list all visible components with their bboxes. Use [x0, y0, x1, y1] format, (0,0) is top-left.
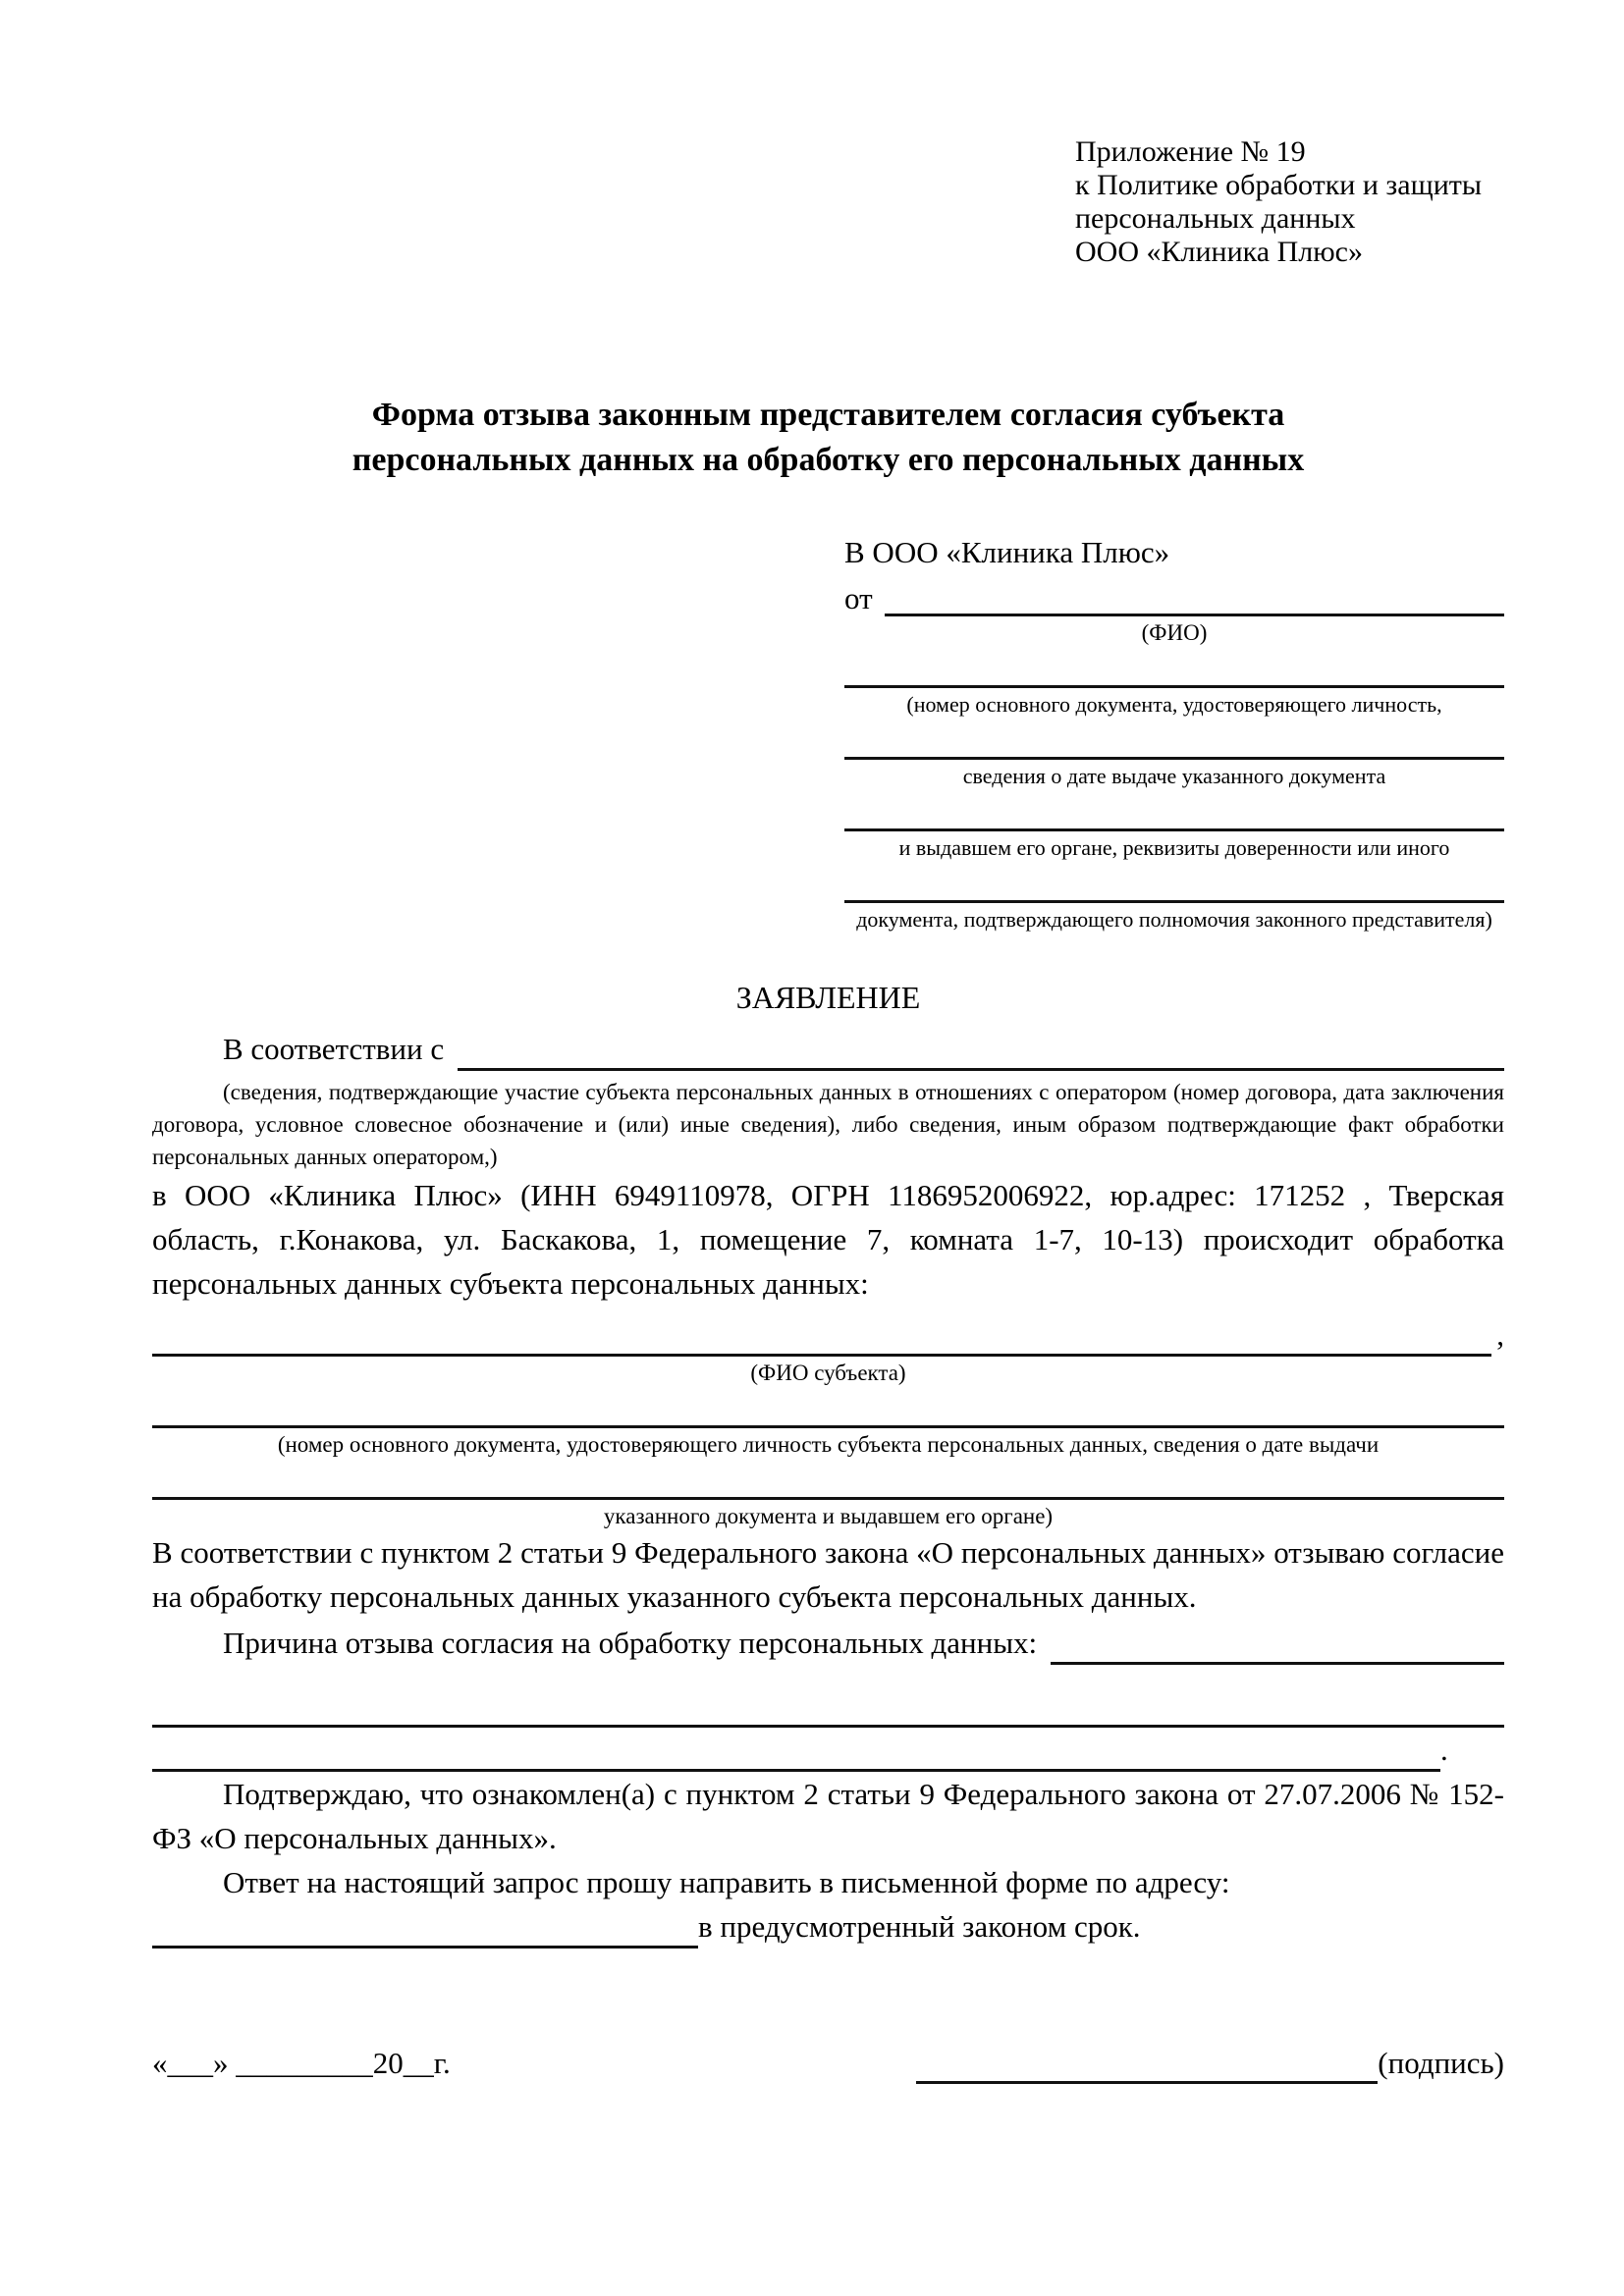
- doc-blank-line: [844, 719, 1504, 760]
- date-field: «___» _________20__г.: [152, 2046, 451, 2080]
- from-blank-line: [885, 614, 1504, 616]
- appendix-block: [1075, 135, 1504, 269]
- doc-caption: документа, подтверждающего полномочия законного представителя): [856, 907, 1492, 932]
- operator-paragraph: в ООО «Клиника Плюс» (ИНН 6949110978, ОГРН 1186952006922, юр.адрес: 171252 , Тверская область, г.Конакова, ул. Баскакова, 1, помещение 7, комната 1-7, 10-13) происходит обработка персональных данных субъекта персональных данных:: [152, 1178, 1504, 1301]
- statement-intro-row: [152, 1026, 1504, 1071]
- signature-caption: (подпись): [1378, 2046, 1504, 2080]
- reason-blank-line-2: [152, 1665, 1504, 1728]
- addressee-block: [844, 532, 1504, 934]
- subject-doc-caption: указанного документа и выдавшем его органе): [603, 1504, 1054, 1528]
- subject-doc-blank-line: [152, 1459, 1504, 1500]
- doc-blank-line: [844, 790, 1504, 831]
- doc-caption: сведения о дате выдаче указанного документа: [962, 764, 1386, 788]
- reason-row: [152, 1619, 1504, 1665]
- appendix-line: к Политике обработки и защиты: [1075, 169, 1483, 201]
- intro-footnote: (сведения, подтверждающие участие субъекта персональных данных в отношениях с оператором (номер договора, дата заключения договора, условное словесное обозначение и (или) иные сведения), либо сведения, иным образом подтверждающие факт обработки персональных данных оператором,): [152, 1080, 1504, 1169]
- reply-address-blank-line: [152, 1946, 698, 1949]
- reply-paragraph: Ответ на настоящий запрос прошу направить в письменной форме по адресу:: [223, 1865, 1230, 1899]
- subject-fio-comma: ,: [1496, 1317, 1504, 1352]
- reason-blank-line: [1051, 1662, 1504, 1665]
- intro-label: В соответствии с: [223, 1032, 445, 1066]
- subject-fio-blank-line: [152, 1354, 1491, 1357]
- signature-row: [152, 2043, 1504, 2084]
- appendix-line: Приложение № 19: [1075, 135, 1306, 168]
- fio-caption: (ФИО): [1141, 620, 1208, 645]
- doc-caption: и выдавшем его органе, реквизиты доверенности или иного: [898, 835, 1450, 860]
- intro-blank-line: [458, 1068, 1504, 1071]
- doc-caption: (номер основного документа, удостоверяющего личность,: [906, 692, 1442, 717]
- withdraw-paragraph: В соответствии с пунктом 2 статьи 9 Федерального закона «О персональных данных» отзываю согласие на обработку персональных данных указанного субъекта персональных данных.: [152, 1535, 1504, 1614]
- subject-doc-blank-line: [152, 1387, 1504, 1428]
- appendix-line: ООО «Клиника Плюс»: [1075, 236, 1363, 268]
- doc-blank-line: [844, 862, 1504, 903]
- confirm-paragraph: Подтверждаю, что ознакомлен(а) с пунктом 2 статьи 9 Федерального закона от 27.07.2006 № 152-ФЗ «О персональных данных».: [152, 1777, 1504, 1855]
- blank-line-period: .: [1440, 1733, 1448, 1767]
- subject-doc-caption: (номер основного документа, удостоверяющего личность субъекта персональных данных, сведения о дате выдачи: [277, 1432, 1380, 1457]
- reply-suffix: в предусмотренный законом срок.: [698, 1909, 1141, 1944]
- addressee-to: В ООО «Клиника Плюс»: [844, 535, 1170, 569]
- reply-address-row: [152, 1904, 1504, 1949]
- doc-blank-line: [844, 647, 1504, 688]
- reason-label: Причина отзыва согласия на обработку персональных данных:: [223, 1626, 1038, 1660]
- signature-blank-line: [916, 2045, 1378, 2084]
- from-label: от: [844, 581, 873, 615]
- document-title: Форма отзыва законным представителем согласия субъекта персональных данных на обработку его персональных данных: [352, 397, 1305, 478]
- from-field-row: [844, 573, 1504, 616]
- signature-field: [916, 2043, 1504, 2084]
- statement-heading: ЗАЯВЛЕНИЕ: [735, 980, 921, 1015]
- subject-fio-row: [152, 1306, 1504, 1357]
- subject-fio-caption: (ФИО субъекта): [750, 1361, 906, 1385]
- reason-blank-row-3: [152, 1728, 1504, 1772]
- appendix-line: персональных данных: [1075, 202, 1356, 235]
